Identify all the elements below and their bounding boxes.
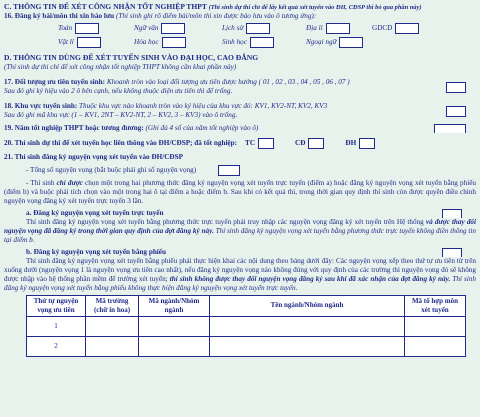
score-box-ngu-van[interactable]: [161, 23, 185, 34]
dh-checkbox[interactable]: [359, 138, 375, 149]
section-d-header: D. THÔNG TIN DÙNG ĐỂ XÉT TUYỂN SINH VÀO ĐẠI HỌC, CAO ĐẲNG: [4, 53, 259, 62]
subject-sinh-hoc: Sinh học: [222, 37, 277, 48]
major-name-cell[interactable]: [210, 336, 405, 356]
option-b-text: Thí sinh đăng ký nguyện vọng xét tuyển bằng phiếu phải thực hiện khai các nội dung theo bảng dưới đây: Các nguyện vọng xếp theo thứ tự ưu tiên từ trên xuống dưới (nguyện vọng 1 là nguyện vọng ưu tiên cao nhất), nếu đăng ký nguyện vọng nào không đúng với quy định của các trường thì nguyện vọng đó sẽ không được nhập vào hệ thống phần mềm để trường xét tuyển; thí sinh không được thay đổi nguyện vọng đăng ký sau khi đã xác nhận của đợt đăng ký này. Thí sinh đăng ký nguyện vọng xét tuyển bằng phiếu không thực hiện đăng ký nguyện vọng xét tuyển trực tuyến.: [4, 257, 476, 292]
major-name-cell[interactable]: [210, 316, 405, 336]
q18-block: 18. Khu vực tuyển sinh: Thuộc khu vực nào khoanh tròn vào ký hiệu của khu vực đó: KV1, KV2-NT, KV2, KV3 Sau đó ghi mã khu vực (1 – KV1, 2NT – KV2-NT, 2 – KV2, 3 – KV3) vào ô trống.: [4, 102, 476, 120]
score-box-lich-su[interactable]: [246, 23, 270, 34]
total-wishes-box[interactable]: [218, 165, 240, 176]
score-box-ngoai-ngu[interactable]: [339, 37, 363, 48]
table-header-row: [27, 296, 466, 317]
score-box-hoa-hoc[interactable]: [162, 37, 186, 48]
subject-vat-li: Vật lí: [58, 37, 104, 48]
tc-checkbox[interactable]: [258, 138, 274, 149]
score-box-sinh-hoc[interactable]: [250, 37, 274, 48]
row-priority: 2: [27, 336, 86, 356]
subject-toan: Toán: [58, 23, 102, 34]
score-box-toan[interactable]: [75, 23, 99, 34]
subject-ngoai-ngu: Ngoại ngữ: [306, 37, 366, 48]
priority-code-box[interactable]: [446, 82, 466, 93]
table-row: [27, 336, 466, 356]
subject-ngu-van: Ngữ văn: [134, 23, 188, 34]
section-c-header: C. THÔNG TIN ĐỂ XÉT CÔNG NHẬN TỐT NGHIỆP THPT (Thí sinh dự thi chỉ để lấy kết quả xét tuyển vào ĐH, CĐSP thì bỏ qua phần này): [4, 2, 422, 11]
school-code-cell[interactable]: [86, 336, 139, 356]
option-b-title: b. Đăng ký nguyện vọng xét tuyển bằng phiếu: [26, 248, 476, 257]
option-a-text: Thí sinh đăng ký nguyện vọng xét tuyển bằng phương thức trực tuyến phải truy nhập các nguyện vọng đăng ký xét tuyển trên Hệ thống và được thay đổi nguyện vọng đã đăng ký trong thời gian quy định của đợt đăng ký này. Thí sinh đăng ký nguyện vọng xét tuyển bằng phương thức trực tuyến không điền thông tin tại điểm b.: [4, 218, 476, 244]
subject-hoa-hoc: Hóa học: [134, 37, 189, 48]
q21-instructions: - Thí sinh chỉ được chọn một trong hai phương thức đăng ký nguyện vọng xét tuyển trực tuyến (điểm a) hoặc đăng ký nguyện vọng xét tuyển bằng phiếu (điểm b) và buộc phải tích chọn vào một trong hai ô tại điểm a hoặc điểm b. Sau khi có kết quả thi, trong thời gian quy định thí sinh còn được quyền điều chỉnh nguyện vọng đăng ký xét tuyển trực tuyến 3 lần.: [4, 179, 476, 205]
major-code-cell[interactable]: [139, 316, 210, 336]
q21-title: 21. Thí sinh đăng ký nguyện vọng xét tuyển vào ĐH/CĐSP: [4, 153, 183, 161]
total-wishes-row: - Tổng số nguyện vọng (bắt buộc phải ghi số nguyện vọng): [26, 165, 476, 176]
score-box-gdcd[interactable]: [395, 23, 419, 34]
score-box-vat-li[interactable]: [77, 37, 101, 48]
wishes-table: [26, 295, 466, 357]
q20-block: 20. Thí sinh dự thi để xét tuyển học liên thông vào ĐH/CĐSP; đã tốt nghiệp: TC CĐ ĐH: [4, 138, 476, 149]
col-school-code: Mã trường (chữ in hoa): [86, 296, 139, 317]
option-a-checkbox[interactable]: [442, 209, 462, 218]
section-d-note: (Thí sinh dự thi chỉ để xét công nhận tốt nghiệp THPT không cần khai phần này): [4, 63, 237, 71]
major-code-cell[interactable]: [139, 336, 210, 356]
graduation-year-box[interactable]: [434, 124, 466, 133]
col-priority: Thứ tự nguyện vọng ưu tiên: [27, 296, 86, 317]
subject-lich-su: Lịch sử: [222, 23, 273, 34]
score-box-dia-li[interactable]: [326, 23, 350, 34]
q16-subject-grid: [4, 21, 476, 51]
table-row: [27, 316, 466, 336]
q19-block: 19. Năm tốt nghiệp THPT hoặc tương đương: (Ghi đủ 4 số của năm tốt nghiệp vào ô): [4, 124, 476, 133]
q16-header: 16. Đăng ký bài/môn thi xin bảo lưu (Thí sinh ghi rõ điểm bài/môn thi xin được bảo lưu vào ô tương ứng):: [4, 12, 317, 20]
combo-code-cell[interactable]: [405, 336, 466, 356]
subject-dia-li: Địa lí: [306, 23, 353, 34]
option-b-checkbox[interactable]: [442, 248, 462, 257]
subject-gdcd: GDCD: [372, 23, 422, 34]
col-combo-code: Mã tổ hợp môn xét tuyển: [405, 296, 466, 317]
cd-checkbox[interactable]: [308, 138, 324, 149]
col-major-code: Mã ngành/Nhóm ngành: [139, 296, 210, 317]
option-a-title: a. Đăng ký nguyện vọng xét tuyển trực tuyến: [26, 209, 476, 218]
row-priority: 1: [27, 316, 86, 336]
col-major-name: Tên ngành/Nhóm ngành: [210, 296, 405, 317]
school-code-cell[interactable]: [86, 316, 139, 336]
region-code-box[interactable]: [446, 106, 466, 117]
combo-code-cell[interactable]: [405, 316, 466, 336]
q17-block: 17. Đối tượng ưu tiên tuyển sinh: Khoanh tròn vào loại đối tượng ưu tiên được hưởng ( 01 , 02 , 03 , 04 , 05 , 06 , 07 ) Sau đó ghi ký hiệu vào 2 ô bên cạnh, nếu không thuộc diện ưu tiên thì để trống.: [4, 78, 476, 96]
